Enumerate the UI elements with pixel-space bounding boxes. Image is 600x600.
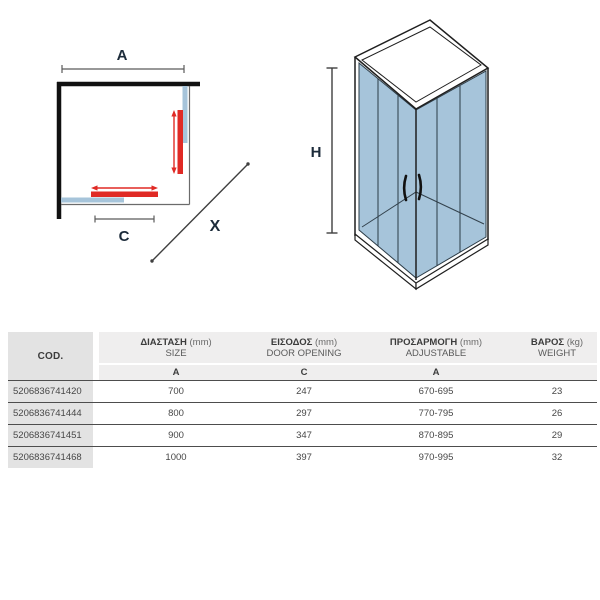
- cell-cod: 5206836741444: [8, 403, 93, 424]
- cell-cod: 5206836741468: [8, 447, 93, 468]
- cell-door-opening: 397: [296, 452, 312, 463]
- cell-adjustable: 870-895: [418, 430, 454, 441]
- table-header: [8, 332, 597, 380]
- plan-arrow-vertical: [171, 110, 176, 174]
- cell-cod: 5206836741420: [8, 381, 93, 402]
- subheader-adjustable: A: [432, 367, 440, 378]
- subheader-size: A: [172, 367, 180, 378]
- table-row: [8, 403, 597, 425]
- cell-adjustable: 770-795: [418, 408, 454, 419]
- table-row: [8, 425, 597, 447]
- cell-weight: 23: [551, 386, 563, 397]
- dim-x-dot-end: [246, 162, 249, 165]
- table-row: [8, 447, 597, 468]
- col-header-door-opening: ΕΙΣΟΔΟΣ (mm) DOOR OPENING: [266, 336, 342, 359]
- cell-size: 800: [168, 408, 184, 419]
- cell-size: 900: [168, 430, 184, 441]
- dim-x-line: [152, 164, 248, 261]
- iso-diagram: [295, 8, 510, 308]
- dim-x-label: X: [209, 218, 221, 235]
- cell-door-opening: 247: [296, 386, 312, 397]
- dim-c-label: C: [118, 228, 130, 245]
- cell-size: 700: [168, 386, 184, 397]
- cell-adjustable: 970-995: [418, 452, 454, 463]
- dim-a-label: A: [116, 47, 128, 64]
- col-header-size: ΔΙΑΣΤΑΣΗ (mm) SIZE: [140, 336, 212, 359]
- dim-x-dot-start: [150, 259, 153, 262]
- cell-adjustable: 670-695: [418, 386, 454, 397]
- subheader-door-opening: C: [300, 367, 308, 378]
- plan-diagram: [30, 42, 260, 277]
- cell-door-opening: 347: [296, 430, 312, 441]
- plan-sliding-door-vertical: [178, 110, 184, 174]
- cell-size: 1000: [165, 452, 187, 463]
- plan-fixed-glass-vertical: [183, 86, 188, 143]
- plan-arrow-horizontal: [91, 185, 158, 190]
- col-header-cod: [8, 332, 93, 380]
- spec-table: [8, 332, 597, 468]
- subheader-weight: [517, 365, 597, 380]
- cell-weight: 26: [551, 408, 563, 419]
- table-subheader: [99, 365, 597, 380]
- col-header-weight: ΒΑΡΟΣ (kg) WEIGHT: [530, 336, 584, 359]
- cell-weight: 29: [551, 430, 563, 441]
- col-header-adjustable: ΠΡΟΣΑΡΜΟΓΗ (mm) ADJUSTABLE: [389, 336, 483, 359]
- cell-door-opening: 297: [296, 408, 312, 419]
- dim-h-label: H: [310, 144, 322, 161]
- table-row: [8, 381, 597, 403]
- cell-weight: 32: [551, 452, 563, 463]
- plan-sliding-door-horizontal: [91, 192, 158, 198]
- plan-fixed-glass-horizontal: [61, 198, 124, 203]
- cell-cod: 5206836741451: [8, 425, 93, 446]
- cod-header-label: COD.: [37, 350, 64, 362]
